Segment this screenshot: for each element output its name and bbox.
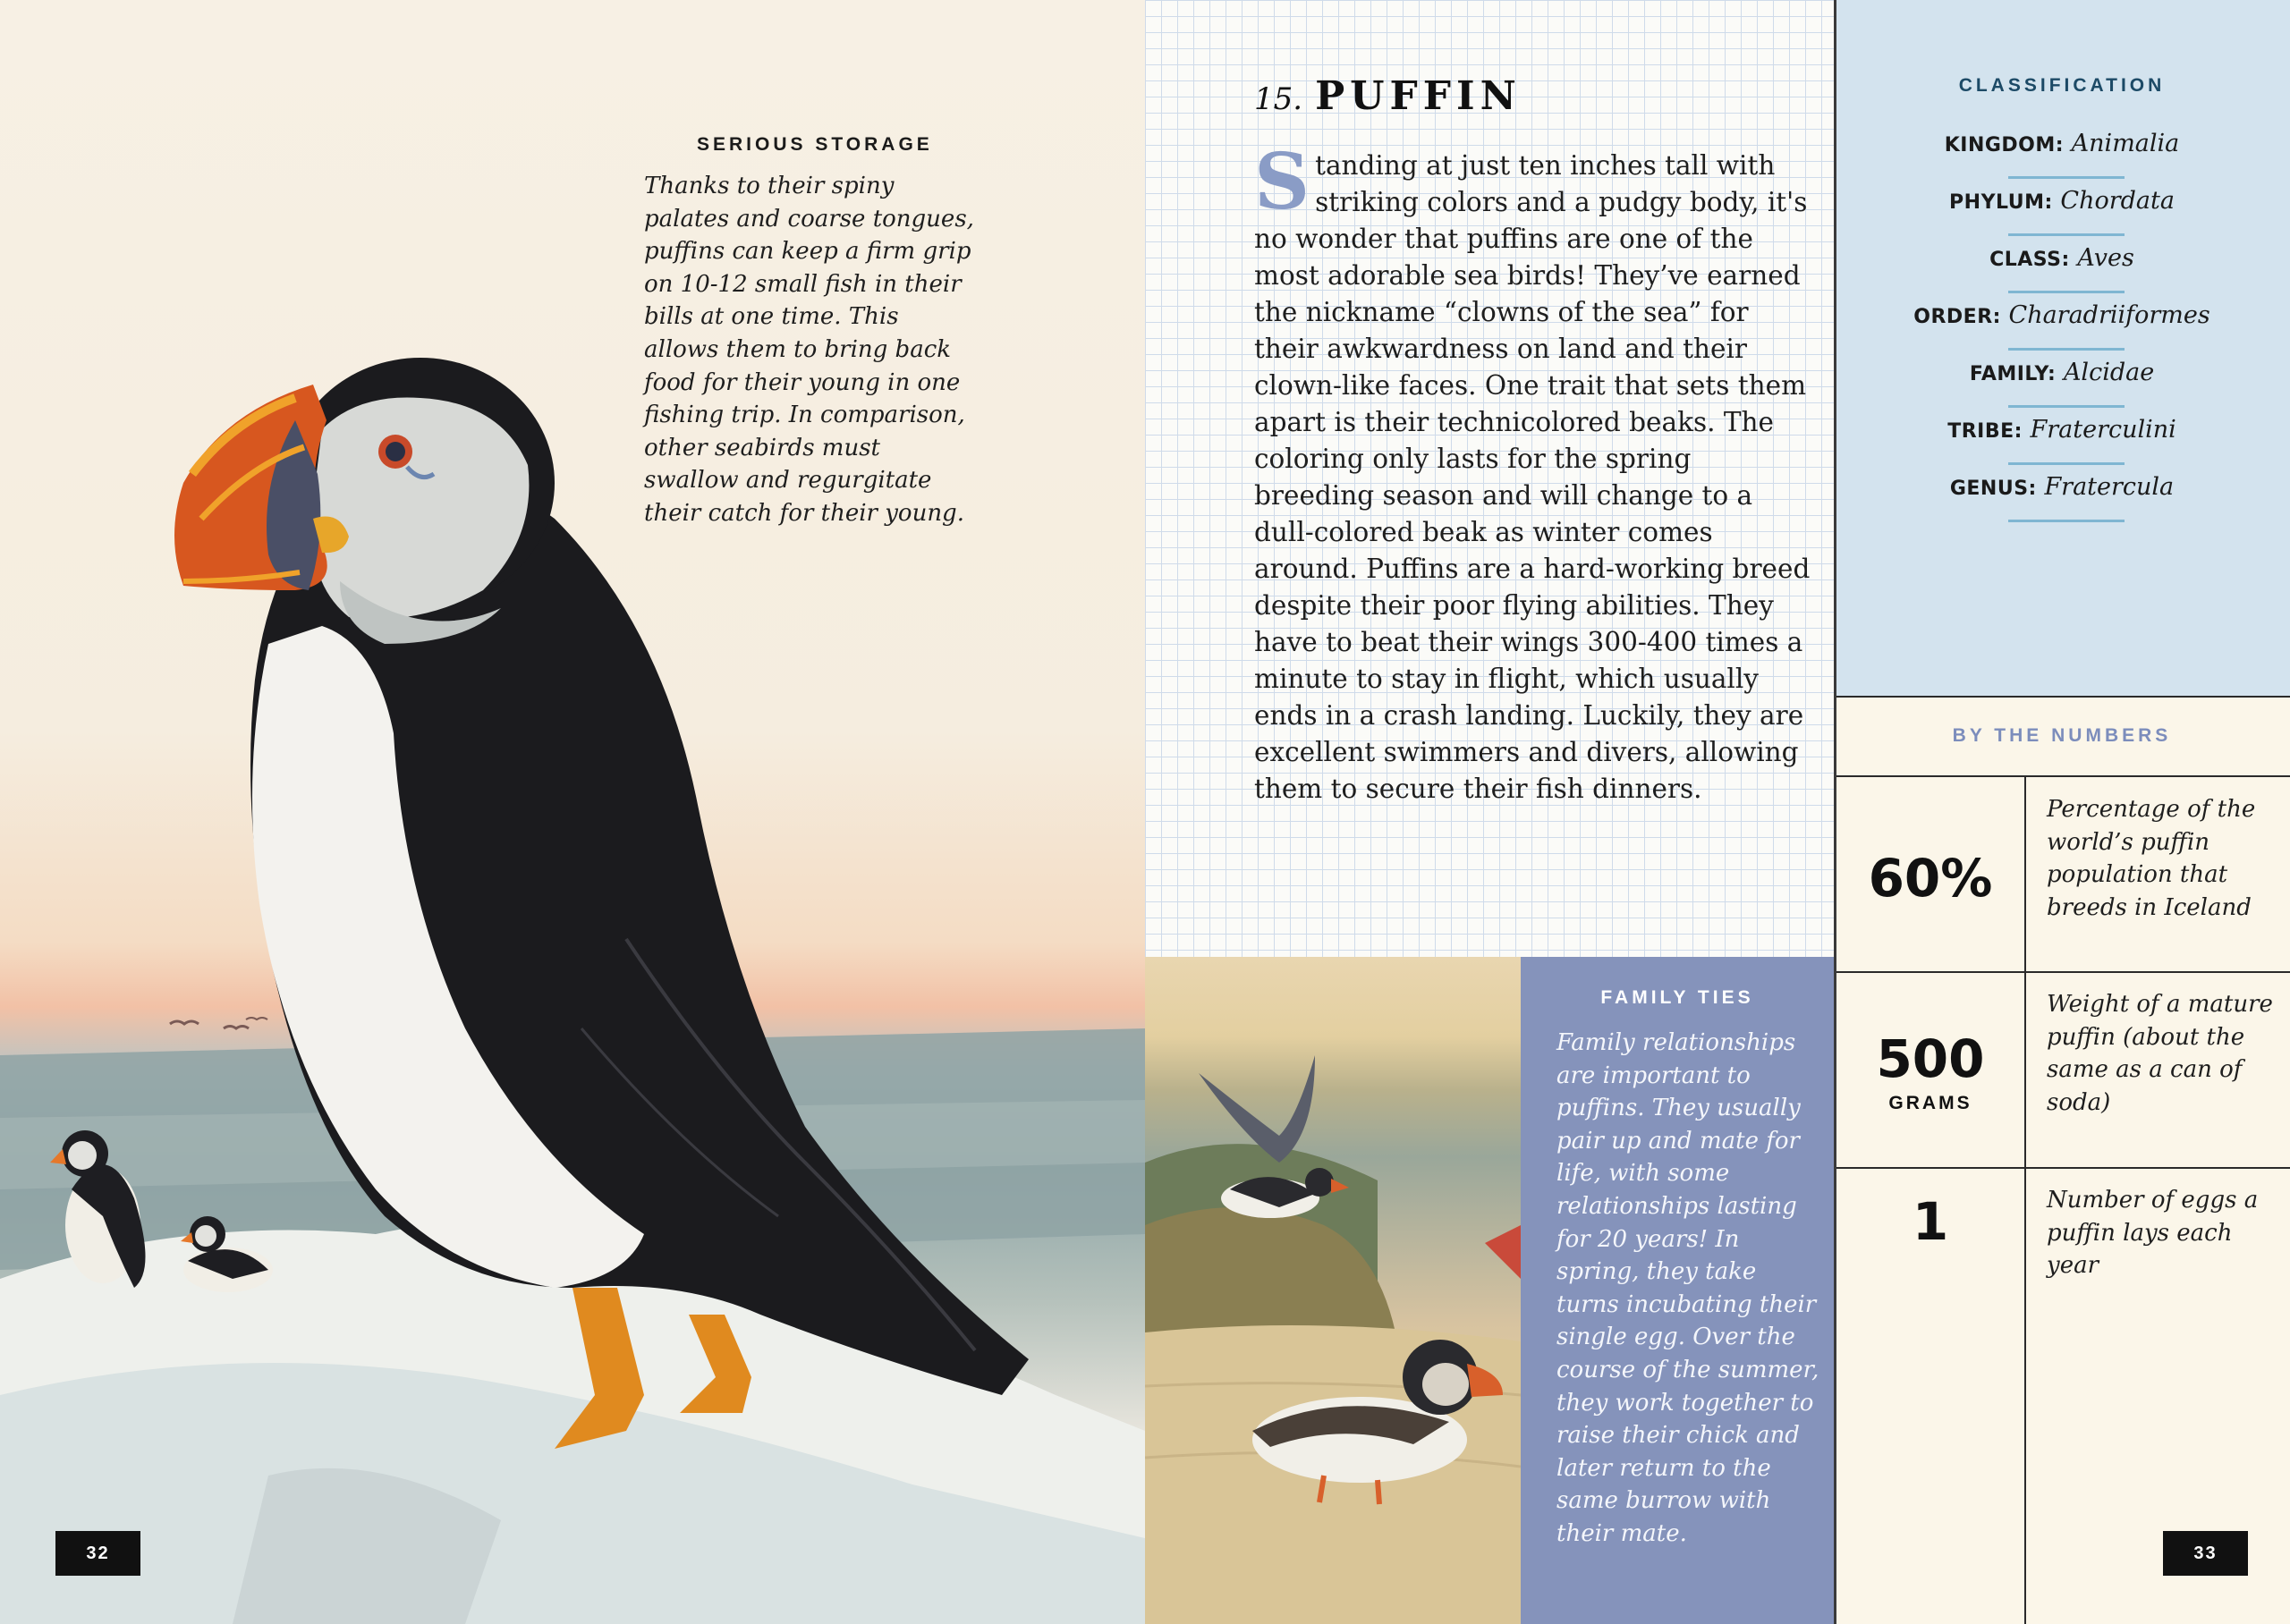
stat-value: 1 (1912, 1191, 1949, 1252)
divider (1836, 971, 2290, 973)
rank-label: PHYLUM: (1949, 191, 2053, 214)
stat-value: 500 (1876, 1028, 1985, 1089)
rank-label: FAMILY: (1969, 363, 2057, 385)
rank-value: Fraterculini (2030, 416, 2176, 444)
rank-label: ORDER: (1913, 306, 2001, 328)
classification-row-kingdom (1834, 130, 2290, 157)
column-divider (2024, 777, 2026, 1624)
divider (1836, 696, 2290, 698)
rank-value: Animalia (2071, 130, 2180, 157)
stat-value: 60% (1868, 848, 1993, 909)
page-number-left: 32 (55, 1531, 140, 1576)
rank-value: Aves (2077, 244, 2134, 272)
sidebar-body: Thanks to their spiny palates and coarse tongues, puffins can keep a firm grip on 10-12 small fish in their bills at one time. This allows them to bring back food for their young in one fishing trip. In comparison, other seabirds must swallow and regurgitate their catch for their young. (644, 173, 974, 527)
family-ties-heading: FAMILY TIES (1600, 987, 1754, 1008)
rank-label: KINGDOM: (1944, 134, 2065, 156)
article-text: tanding at just ten inches tall with striking colors and a pudgy body, it's no wonder that puffins are one of the most adorable sea birds! They’ve earned the nickname “clowns of the sea” for their awkwardness on land and their clown-like faces. One trait that sets them apart is their technicolored beaks. The coloring only lasts for the spring breeding season and will change to a dull-colored beak as winter comes around. Puffins are a hard-working breed despite their poor flying abilities. They have to beat their wings 300-400 times a minute to stay in flight, which usually ends in a crash landing. Luckily, they are excellent swimmers and divers, allowing them to secure their fish dinners. (1254, 150, 1811, 804)
family-illustration (1145, 957, 1521, 1624)
classification-row-order (1834, 301, 2290, 329)
rank-label: GENUS: (1949, 478, 2037, 500)
stat-description: Percentage of the world’s puffin population that breeds in Iceland (2047, 796, 2256, 921)
article-body (1254, 137, 1818, 808)
classification-row-genus (1834, 473, 2290, 501)
page-number-right: 33 (2163, 1531, 2248, 1576)
divider (1836, 1167, 2290, 1169)
divider (2008, 176, 2125, 179)
by-the-numbers-heading: BY THE NUMBERS (1952, 725, 2172, 746)
rank-value: Alcidae (2063, 359, 2155, 386)
stat-description: Weight of a mature puffin (about the same as a can of soda) (2047, 991, 2273, 1116)
rank-value: Charadriiformes (2008, 301, 2210, 329)
stat-unit: GRAMS (1888, 1093, 1972, 1113)
page-title (1254, 73, 1522, 119)
rank-label: CLASS: (1989, 249, 2070, 271)
title-number: 15. (1254, 81, 1303, 117)
classification-row-tribe (1834, 416, 2290, 444)
divider (2008, 291, 2125, 293)
classification-row-family (1834, 359, 2290, 386)
puffins-swimming-painting (1145, 957, 1521, 1624)
stat-description: Number of eggs a puffin lays each year (2047, 1187, 2259, 1280)
rank-value: Chordata (2060, 187, 2175, 215)
family-ties-body: Family relationships are important to puffins. They usually pair up and mate for life, with some relationships lasting for 20 years! In spring, they take turns incubating their single egg. Over the course of the summer, they work together to raise their chick and later return to the same burrow with their mate. (1556, 1029, 1819, 1547)
classification-row-class (1834, 244, 2290, 272)
divider (2008, 520, 2125, 522)
divider (2008, 462, 2125, 465)
classification-row-phylum (1834, 187, 2290, 215)
sidebar-heading: SERIOUS STORAGE (697, 134, 933, 155)
divider (2008, 405, 2125, 408)
rank-value: Fratercula (2044, 473, 2175, 501)
divider (1836, 775, 2290, 777)
rank-label: TRIBE: (1947, 420, 2023, 443)
title-name: PUFFIN (1315, 73, 1522, 119)
classification-heading: CLASSIFICATION (1958, 75, 2166, 96)
drop-cap: S (1254, 137, 1310, 227)
divider (2008, 233, 2125, 236)
divider (2008, 348, 2125, 351)
